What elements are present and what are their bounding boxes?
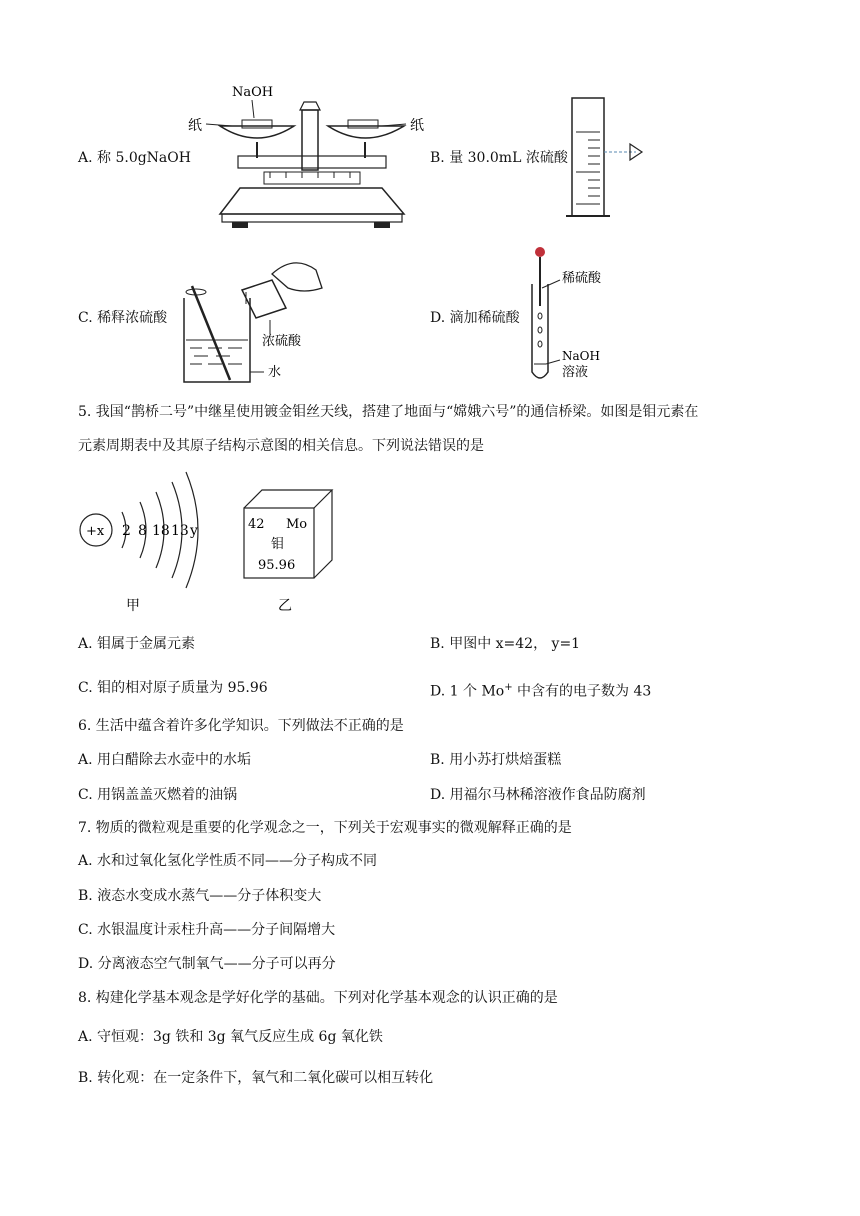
q5-option-a: A. 钼属于金属元素	[78, 636, 196, 652]
option-4c: C. 稀释浓硫酸	[78, 310, 168, 326]
caption-jia: 甲	[126, 598, 140, 612]
q6-stem: 6. 生活中蕴含着许多化学知识。下列做法不正确的是	[78, 718, 404, 734]
mo-ion-symbol: Mo	[481, 683, 505, 700]
q8-option-a: A. 守恒观：3g 铁和 3g 氧气反应生成 6g 氧化铁	[78, 1029, 383, 1045]
shell-1-electrons: 2	[122, 523, 131, 539]
shell-4-electrons: 13	[171, 523, 189, 539]
q5-stem-line1: 5. 我国“鹊桥二号”中继星使用镀金钼丝天线，搭建了地面与“嫦娥六号”的通信桥梁。如图是钼元素在	[78, 404, 699, 420]
naoh-solution-label: NaOH	[562, 349, 600, 363]
q5-option-b: B. 甲图中 x=42， y=1	[430, 636, 581, 652]
option-4a: A. 称 5.0gNaOH	[78, 150, 191, 166]
q5-stem-line2: 元素周期表中及其原子结构示意图的相关信息。下列说法错误的是	[78, 438, 484, 454]
solution-label: 溶液	[562, 365, 589, 380]
q5-option-d-prefix: D. 1 个	[430, 683, 482, 700]
atomic-mass: 95.96	[258, 558, 296, 573]
q6-option-b: B. 用小苏打烘焙蛋糕	[430, 752, 562, 768]
balance-figure	[182, 80, 432, 230]
concentrated-acid-label: 浓硫酸	[262, 334, 302, 349]
caption-yi: 乙	[278, 598, 292, 612]
option-4b: B. 量 30.0mL 浓硫酸	[430, 150, 568, 166]
paper-right-label: 纸	[410, 118, 424, 134]
atomic-number: 42	[248, 517, 265, 532]
dilute-acid-label: 稀硫酸	[562, 271, 602, 286]
dilution-figure	[176, 244, 326, 386]
q7-option-b: B. 液态水变成水蒸气——分子体积变大	[78, 888, 322, 904]
option-4d: D. 滴加稀硫酸	[430, 310, 520, 326]
shell-5-electrons: y	[190, 523, 198, 539]
shell-2-electrons: 8	[138, 523, 147, 539]
element-name: 钼	[271, 537, 285, 552]
shell-3-electrons: 18	[152, 523, 170, 539]
q5-option-d	[430, 678, 651, 702]
q5-option-d-suffix: 中含有的电子数为 43	[512, 683, 652, 700]
paper-left-label: 纸	[188, 118, 202, 134]
q6-option-a: A. 用白醋除去水壶中的水垢	[78, 752, 252, 768]
nucleus-label: +x	[86, 524, 105, 539]
q7-option-d: D. 分离液态空气制氧气——分子可以再分	[78, 956, 336, 972]
q8-option-b: B. 转化观：在一定条件下，氧气和二氧化碳可以相互转化	[78, 1070, 434, 1086]
water-label: 水	[268, 365, 282, 380]
q6-option-c: C. 用锅盖盖灭燃着的油锅	[78, 787, 238, 803]
q8-stem: 8. 构建化学基本观念是学好化学的基础。下列对化学基本观念的认识正确的是	[78, 990, 558, 1006]
test-tube-figure	[524, 244, 634, 386]
naoh-label: NaOH	[232, 85, 274, 100]
q7-stem: 7. 物质的微粒观是重要的化学观念之一，下列关于宏观事实的微观解释正确的是	[78, 820, 572, 836]
periodic-table-cell	[240, 486, 340, 612]
q7-option-c: C. 水银温度计汞柱升高——分子间隔增大	[78, 922, 336, 938]
element-symbol: Mo	[286, 517, 308, 532]
q7-option-a: A. 水和过氧化氢化学性质不同——分子构成不同	[78, 853, 378, 869]
q5-option-c: C. 钼的相对原子质量为 95.96	[78, 680, 268, 696]
mo-ion-charge: +	[504, 682, 513, 693]
atomic-structure-figure	[76, 468, 226, 612]
q6-option-d: D. 用福尔马林稀溶液作食品防腐剂	[430, 787, 646, 803]
cylinder-figure	[560, 92, 660, 222]
